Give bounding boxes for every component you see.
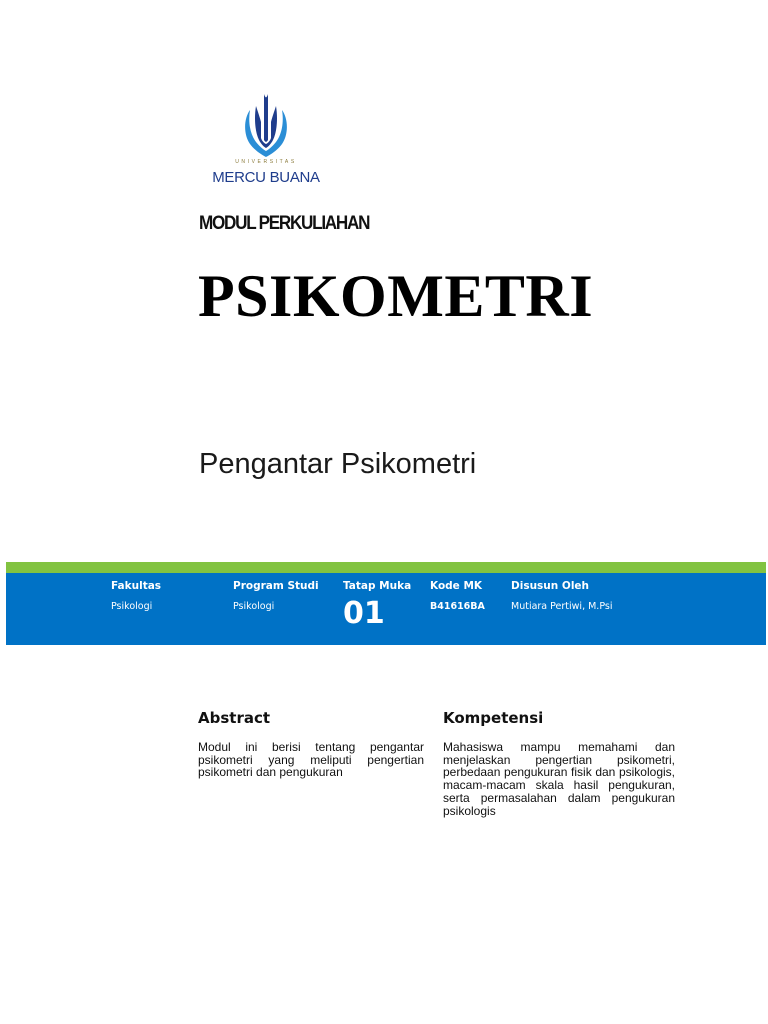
kompetensi-body: Mahasiswa mampu memahami dan menjelaskan pengertian psikometri, perbedaan pengukuran fisik dan psikologis, macam-macam skala hasil pengukuran, serta permasalahan dalam pengukuran psikologis xyxy=(443,740,675,818)
program-studi-value: Psikologi xyxy=(233,601,275,612)
university-logo xyxy=(198,88,334,192)
tatap-muka-label: Tatap Muka xyxy=(343,580,412,592)
logo-university-name: MERCU BUANA xyxy=(212,169,320,186)
logo-emblem-icon xyxy=(198,88,334,160)
logo-universitas-text: UNIVERSITAS xyxy=(235,159,297,165)
fakultas-label: Fakultas xyxy=(111,580,162,592)
green-accent-strip xyxy=(6,562,766,573)
program-studi-label: Program Studi xyxy=(233,580,319,592)
page-title: PSIKOMETRI xyxy=(198,263,594,329)
disusun-oleh-label: Disusun Oleh xyxy=(511,580,590,592)
tatap-muka-number: 01 xyxy=(343,596,385,631)
abstract-body: Modul ini berisi tentang pengantar psikometri yang meliputi pengertian psikometri dan pengukuran xyxy=(198,740,424,780)
course-info-band xyxy=(6,573,766,645)
kompetensi-heading: Kompetensi xyxy=(443,709,544,727)
fakultas-value: Psikologi xyxy=(111,601,153,612)
page-subtitle: Pengantar Psikometri xyxy=(199,448,477,480)
abstract-heading: Abstract xyxy=(198,709,271,727)
disusun-oleh-value: Mutiara Pertiwi, M.Psi xyxy=(511,601,613,612)
kode-mk-label: Kode MK xyxy=(430,580,483,592)
kode-mk-value: B41616BA xyxy=(430,601,485,612)
modul-label: MODUL PERKULIAHAN xyxy=(199,213,370,234)
